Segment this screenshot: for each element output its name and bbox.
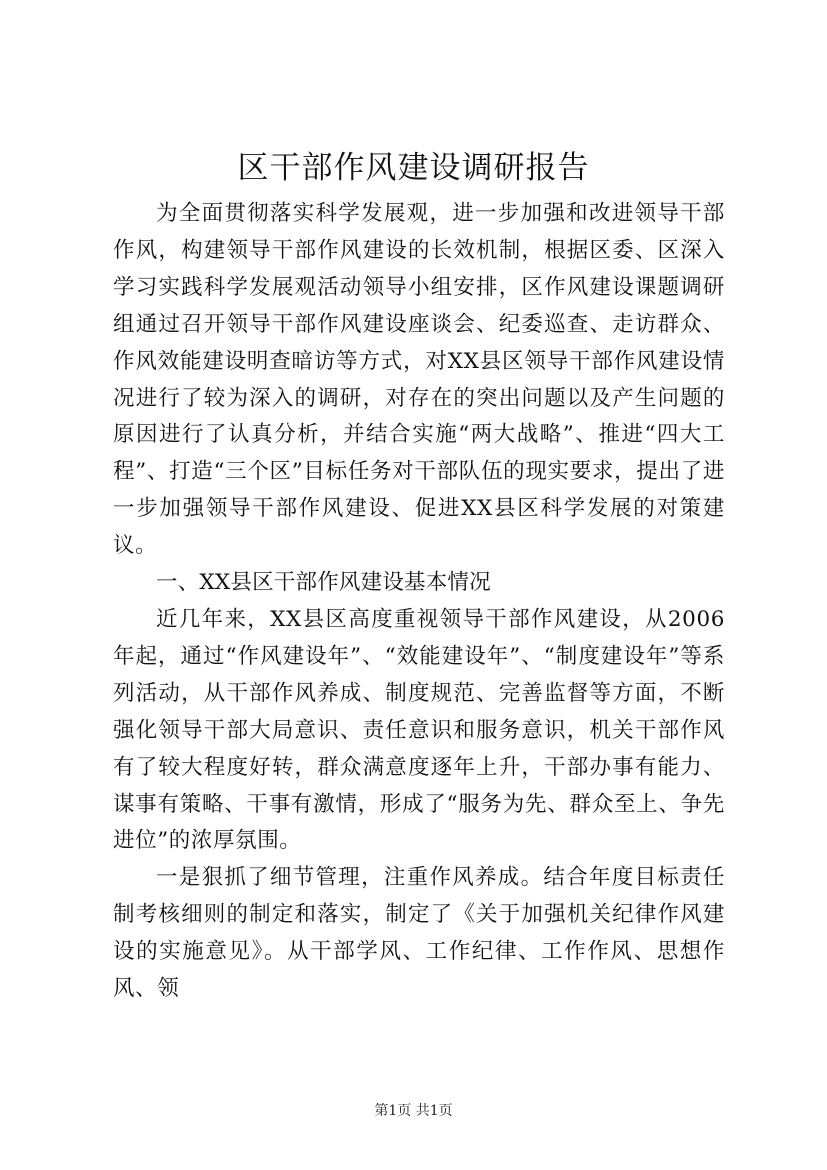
document-body [113, 196, 725, 1008]
paragraph-intro: 为全面贯彻落实科学发展观，进一步加强和改进领导干部作风，构建领导干部作风建设的长效机制，根据区委、区深入学习实践科学发展观活动领导小组安排，区作风建设课题调研组通过召开领导干部作风建设座谈会、纪委巡查、走访群众、作风效能建设明查暗访等方式，对XX县区领导干部作风建设情况进行了较为深入的调研，对存在的突出问题以及产生问题的原因进行了认真分析，并结合实施“两大战略”、推进“四大工程”、打造“三个区”目标任务对干部队伍的现实要求，提出了进一步加强领导干部作风建设、促进XX县区科学发展的对策建议。 [113, 201, 725, 559]
page-footer: 第1页 共1页 [374, 1103, 453, 1119]
paragraph-point-one: 一是狠抓了细节管理，注重作风养成。结合年度目标责任制考核细则的制定和落实，制定了《关于加强机关纪律作风建设的实施意见》。从干部学风、工作纪律、工作作风、思想作风、领 [113, 865, 725, 1002]
document-title: 区干部作风建设调研报告 [237, 150, 590, 186]
section-heading: 一、XX县区干部作风建设基本情况 [156, 570, 491, 596]
paragraph-overview: 近几年来，XX县区高度重视领导干部作风建设，从2006年起，通过“作风建设年”、“效能建设年”、“制度建设年”等系列活动，从干部作风养成、制度规范、完善监督等方面，不断强化领导干部大局意识、责任意识和服务意识，机关干部作风有了较大程度好转，群众满意度逐年上升，干部办事有能力、谋事有策略、干事有激情，形成了“服务为先、群众至上、争先进位”的浓厚氛围。 [113, 606, 725, 854]
